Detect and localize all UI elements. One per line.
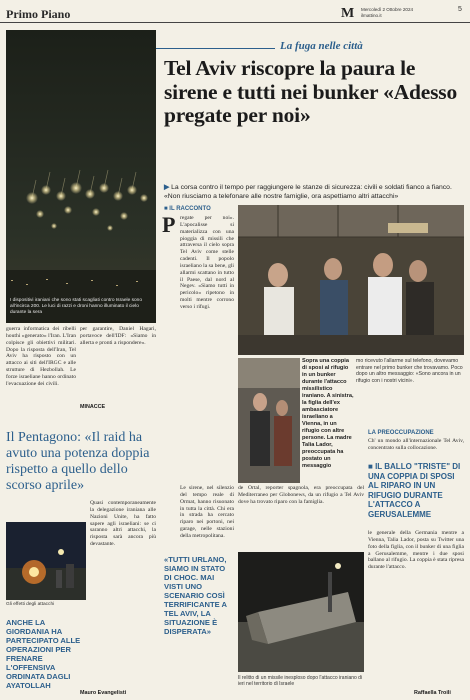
wedding-callout	[368, 462, 464, 519]
pentagon-heading: Il Pentagono: «Il raid ha avuto una potenza doppia rispetto a quello dello scorso aprile»	[6, 430, 150, 493]
article-body-col1: regate per noi». L'apocalisse si materializza con una pioggia di missili che attraversa il cielo sopra Tel Aviv come stelle cadenti. Il popolo israeliano la sa bene, gli allarmi scattano in tutto il Paese, dal nord al Negev. «Siamo tutti in pericolo» ripetono in molti mentre corrono verso i rifugi.	[180, 215, 234, 310]
callout-marker-icon: ■	[368, 462, 376, 471]
jordan-callout: ANCHE LA GIORDANIA HA PARTECIPATO ALLE OPERAZIONI PER FRENARE L'OFFENSIVA ORDINATA DAGLI AYATOLLAH	[6, 618, 81, 690]
page-number: 5	[458, 6, 462, 13]
sky-photo-caption: I dispositivi iraniani che sono stati scagliati contro Israele sono all'incirca 200. Le luci di razzi e droni hanno illuminato il cielo durante la sera	[10, 298, 142, 315]
couple-dancing-image	[238, 205, 464, 355]
label-marker-icon: ■	[164, 206, 170, 212]
photo-caption-couple: Sopra una coppia di sposi al rifugio in un bunker durante l'attacco missilistico iraniano. A sinistra, la figlia dell'ex ambasciatore israeliano a Vienna, in un rifugio con altre persone. La madre Talia Lador, preoccupata ha postato un messaggio	[302, 358, 354, 469]
website: ilmattino.it	[361, 13, 382, 18]
label-text: IL RACCONTO	[169, 206, 211, 212]
quote-callout: «TUTTI URLANO, SIAMO IN STATO DI CHOC. MAI VISTI UNO SCENARIO COSÌ TERRIFICANTE A TEL AVIV, LA SITUAZIONE È DISPERATA»	[164, 555, 227, 636]
night-sky-photo	[6, 30, 156, 323]
minacce-subhead: MINACCE	[80, 404, 106, 410]
deck-text: La corsa contro il tempo per raggiungere le stanze di sicurezza: civili e soldati fianco a fianco. «Non riusciamo a telefonare alle nostre famiglie, ora aspettiamo altri attacchi»	[164, 184, 452, 200]
preoccupazione-subhead: LA PREOCCUPAZIONE	[368, 430, 434, 436]
kicker: La fuga nelle città	[280, 40, 363, 52]
date: Mercoledì 2 Ottobre 2024	[361, 7, 414, 12]
city-explosion-image	[6, 522, 86, 600]
woman-shelter-image	[238, 358, 300, 483]
ortal-text: de Ortal, reporter spagnola, era preoccupata del Mediterraneo per Globonews, da un rifugio a Tel Aviv dove ha trovato riparo con la famiglia.	[238, 485, 364, 505]
date-line	[361, 7, 413, 19]
drop-cap: P	[162, 212, 176, 237]
left-intro-text: guerra informatica dei ribelli houthi «generato» l'Iran. L'Iran colpisce gli obiettivi militari. Dopo la risposta dell'Iran, Tel Aviv ha risposto con un attacco ai siti dell'IRGC e alle strutture di Hezbollah. Le forze israeliane hanno ordinato l'evacuazione dei civili.	[6, 326, 76, 387]
right-author: Raffaella Troili	[414, 690, 451, 696]
header-rule	[0, 22, 470, 23]
kicker-rule	[140, 48, 275, 49]
deck-arrow-icon: ▶	[164, 184, 172, 191]
mid-intro-text: per garantire, Daniel Hagari, portavoce dell'IDF: «Siamo in allerta e pronti a rispondere».	[80, 326, 156, 346]
missile-wreck-image	[238, 552, 364, 672]
callout-text: IL BALLO "TRISTE" DI UNA COPPIA DI SPOSI AL RIPARO IN UN RIFUGIO DURANTE L'ATTACCO A GERUSALEMME	[368, 462, 461, 519]
bunker-photo	[238, 205, 464, 355]
missiles-sky-image	[6, 30, 156, 323]
effects-caption: Gli effetti degli attacchi	[6, 602, 55, 607]
right-text-2: Ch' un mondo all'internazionale Tel Aviv, concentrato sulla collocazione.	[368, 438, 464, 451]
section-title: Primo Piano	[6, 7, 71, 21]
sirens-text: Le sirene, nel silenzio del tempo reale di Ormat, hanno risuonato in tutta la città. Chi era in strada ha cercato riparo nei portoni, nei garage, nelle stazioni della metropolitana.	[180, 485, 234, 539]
attack-effects-photo	[6, 522, 86, 600]
newspaper-logo: M	[341, 6, 355, 21]
right-body-text: mo ricevuto l'allarme sul telefono, dovevamo entrare nel primo bunker che trovavamo. Poco dopo un altro messaggio: «Sono ancora in un rifugio con i nostri vicini».	[356, 358, 463, 384]
missile-wreck-photo	[238, 552, 364, 672]
shelter-photo	[238, 358, 300, 483]
right-text-3: le generale della Germania mentre a Vienna, Talia Lador, posta su Twitter una foto della figlia, con il bunker di una figlia a Gerusalemme, mentre i due sposi ballano al rifugio. La coppia è stata ripresa durante l'attacco.	[368, 530, 464, 571]
mid-body-text: Quasi contemporaneamente la delegazione iraniana alle Nazioni Unite, ha fatto sapere agli israeliani: se ci saranno altri attacchi, la risposta sarà ancora più devastante.	[90, 500, 156, 548]
missile-caption: Il relitto di un missile inesploso dopo l'attacco iraniano di ieri nel territorio di Israele	[238, 675, 363, 687]
deck	[164, 184, 466, 201]
left-author: Mauro Evangelisti	[80, 690, 127, 696]
headline: Tel Aviv riscopre la paura le sirene e tutti nei bunker «Adesso pregate per noi»	[164, 56, 458, 127]
